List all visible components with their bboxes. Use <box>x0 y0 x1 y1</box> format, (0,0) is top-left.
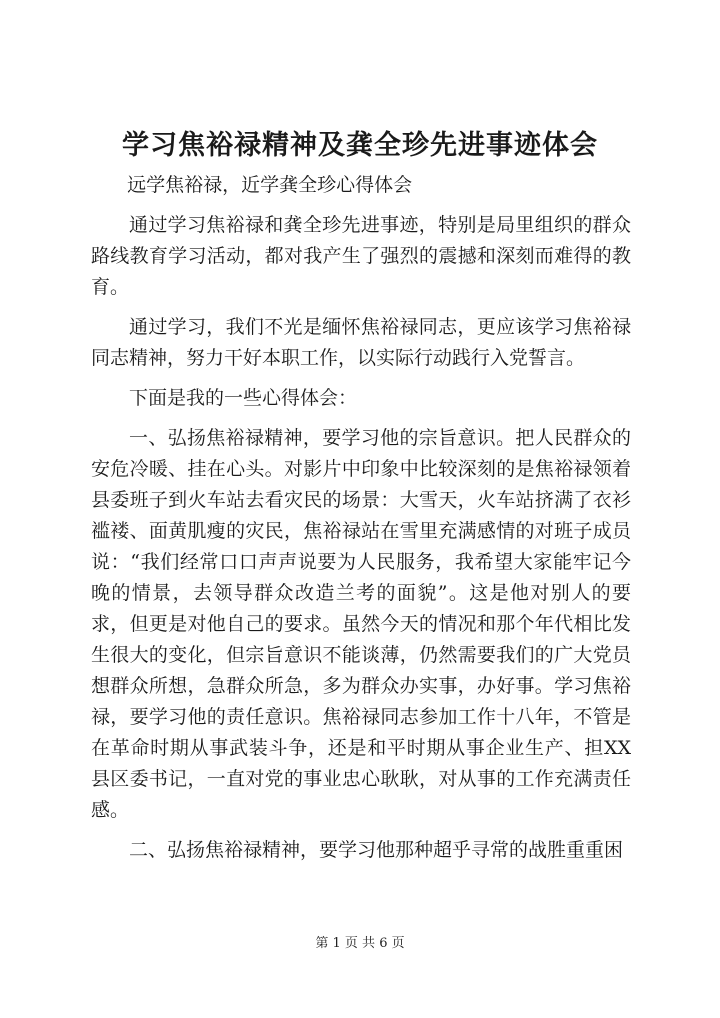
paragraph-study: 通过学习，我们不光是缅怀焦裕禄同志，更应该学习焦裕禄同志精神，努力干好本职工作，以实际行动践行入党誓言。 <box>91 316 631 369</box>
page-number-footer: 第 1 页 共 6 页 <box>315 936 405 951</box>
paragraph-section-two: 二、弘扬焦裕禄精神，要学习他那种超乎寻常的战胜重重困 <box>129 839 624 861</box>
paragraph-section-one: 一、弘扬焦裕禄精神，要学习他的宗旨意识。把人民群众的安危冷暖、挂在心头。对影片中印象中比较深刻的是焦裕禄领着县委班子到火车站去看灾民的场景：大雪天，火车站挤满了衣衫褴褛、面黄肌瘦的灾民，焦裕禄站在雪里充满感情的对班子成员说：“我们经常口口声声说要为人民服务，我希望大家能牢记今晚的情景，去领导群众改造兰考的面貌”。这是他对别人的要求，但更是对他自己的要求。虽然今天的情况和那个年代相比发生很大的变化，但宗旨意识不能谈薄，仍然需要我们的广大党员想群众所想，急群众所急，多为群众办实事，办好事。学习焦裕禄，要学习他的责任意识。焦裕禄同志参加工作十八年，不管是在革命时期从事武装斗争，还是和平时期从事企业生产、担XX县区委书记，一直对党的事业忠心耿耿，对从事的工作充满责任感。 <box>91 427 631 821</box>
paragraph-lead-in: 下面是我的一些心得体会： <box>129 387 358 409</box>
document-subtitle: 远学焦裕禄，近学龚全珍心得体会 <box>127 174 413 196</box>
paragraph-intro: 通过学习焦裕禄和龚全珍先进事迹，特别是局里组织的群众路线教育学习活动，都对我产生了强烈的震撼和深刻而难得的教育。 <box>91 214 631 298</box>
document-title: 学习焦裕禄精神及龚全珍先进事迹体会 <box>122 130 598 161</box>
document-body <box>91 170 631 866</box>
